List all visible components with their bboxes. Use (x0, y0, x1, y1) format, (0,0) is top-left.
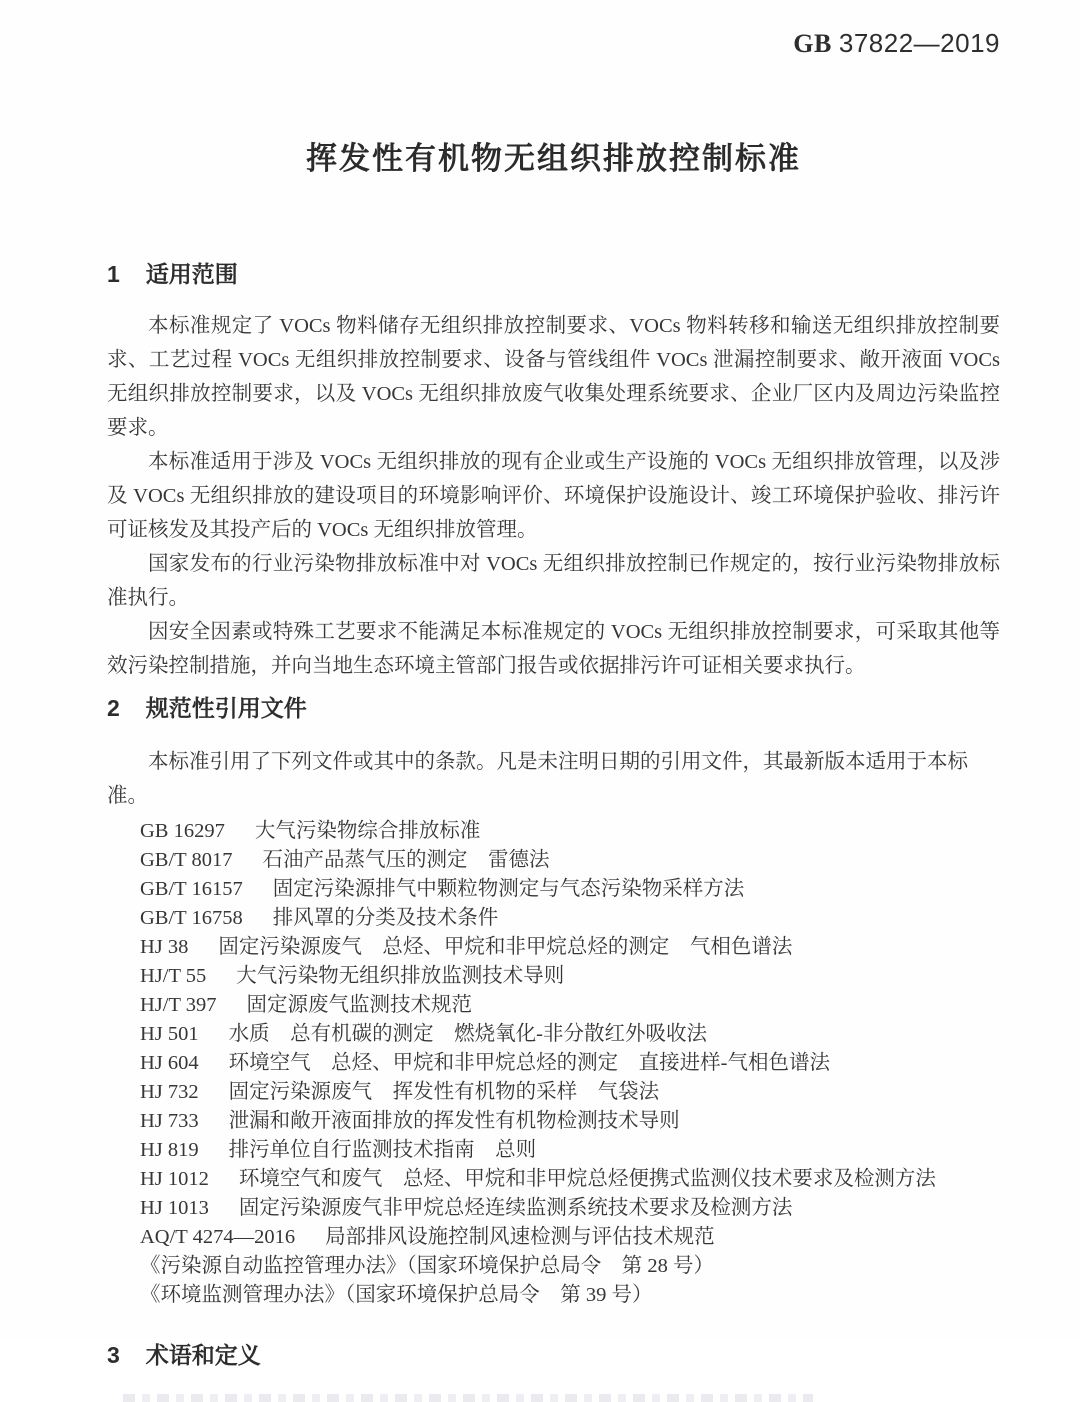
reference-title: 排风罩的分类及技术条件 (272, 907, 499, 929)
reference-title: 《环境监测管理办法》（国家环境保护总局令 第 39 号） (140, 1284, 653, 1306)
reference-title: 《污染源自动监控管理办法》（国家环境保护总局令 第 28 号） (140, 1255, 714, 1277)
reference-code: HJ 1012 (140, 1168, 209, 1190)
standard-code (107, 28, 1000, 59)
reference-code: HJ/T 55 (140, 965, 207, 987)
reference-title: 水质 总有机碳的测定 燃烧氧化-非分散红外吸收法 (228, 1023, 707, 1045)
section-heading-references (107, 693, 1000, 723)
reference-title: 固定污染源废气 挥发性有机物的采样 气袋法 (228, 1081, 660, 1103)
section-heading-scope (107, 259, 1000, 289)
reference-code: HJ 38 (140, 936, 189, 958)
reference-item (140, 1165, 1000, 1194)
reference-item (140, 933, 1000, 962)
reference-title: 环境空气 总烃、甲烷和非甲烷总烃的测定 直接进样-气相色谱法 (228, 1052, 830, 1074)
reference-item (140, 1281, 1000, 1310)
document-title: 挥发性有机物无组织排放控制标准 (306, 141, 801, 176)
reference-item (140, 904, 1000, 933)
reference-code: GB/T 16758 (140, 907, 243, 929)
reference-item (140, 1136, 1000, 1165)
reference-code: GB 16297 (140, 820, 225, 842)
section-number: 3 (107, 1342, 120, 1368)
reference-code: AQ/T 4274—2016 (140, 1226, 296, 1248)
reference-code: GB/T 8017 (140, 849, 233, 871)
reference-title: 大气污染物综合排放标准 (254, 820, 481, 842)
reference-item (140, 846, 1000, 875)
reference-item (140, 1020, 1000, 1049)
reference-title: 局部排风设施控制风速检测与评估技术规范 (325, 1226, 715, 1248)
page-content (107, 0, 1000, 1402)
reference-code: HJ 733 (140, 1110, 199, 1132)
reference-code: HJ 1013 (140, 1197, 209, 1219)
scope-paragraph: 本标准规定了 VOCs 物料储存无组织排放控制要求、VOCs 物料转移和输送无组织排放控制要求、工艺过程 VOCs 无组织排放控制要求、设备与管线组件 VOCs 泄漏控制要求、敞开液面 VOCs 无组织排放控制要求，以及 VOCs 无组织排放废气收集处理系统要求、企业厂区内及周边污染监控要求。 (107, 315, 1000, 439)
references-intro: 本标准引用了下列文件或其中的条款。凡是未注明日期的引用文件，其最新版本适用于本标准。 (107, 751, 968, 807)
reference-title: 固定源废气监测技术规范 (246, 994, 473, 1016)
reference-title: 环境空气和废气 总烃、甲烷和非甲烷总烃便携式监测仪技术要求及检测方法 (238, 1168, 936, 1190)
reference-code: GB/T 16157 (140, 878, 243, 900)
reference-item (140, 817, 1000, 846)
section-heading-terms (107, 1340, 1000, 1370)
reference-title: 石油产品蒸气压的测定 雷德法 (262, 849, 550, 871)
reference-item (140, 875, 1000, 904)
reference-code: HJ/T 397 (140, 994, 217, 1016)
reference-title: 固定污染源废气 总烃、甲烷和非甲烷总烃的测定 气相色谱法 (218, 936, 793, 958)
reference-title: 泄漏和敞开液面排放的挥发性有机物检测技术导则 (228, 1110, 680, 1132)
reference-item (140, 962, 1000, 991)
reference-item (140, 1194, 1000, 1223)
references-list (140, 817, 1000, 1310)
reference-code: HJ 732 (140, 1081, 199, 1103)
reference-title: 大气污染物无组织排放监测技术导则 (236, 965, 565, 987)
reference-code: HJ 819 (140, 1139, 199, 1161)
truncated-text-line (123, 1394, 813, 1402)
reference-item (140, 991, 1000, 1020)
section-title: 术语和定义 (145, 1342, 261, 1368)
section-number: 1 (107, 261, 120, 287)
reference-title: 固定污染源废气非甲烷总烃连续监测系统技术要求及检测方法 (238, 1197, 793, 1219)
reference-item (140, 1107, 1000, 1136)
scope-paragraph: 国家发布的行业污染物排放标准中对 VOCs 无组织排放控制已作规定的，按行业污染物排放标准执行。 (107, 553, 1000, 609)
scope-paragraphs (107, 309, 1000, 683)
reference-code: HJ 501 (140, 1023, 199, 1045)
section-title: 规范性引用文件 (145, 695, 307, 721)
scope-paragraph: 本标准适用于涉及 VOCs 无组织排放的现有企业或生产设施的 VOCs 无组织排放管理，以及涉及 VOCs 无组织排放的建设项目的环境影响评价、环境保护设施设计、竣工环境保护验收、排污许可证核发及其投产后的 VOCs 无组织排放管理。 (107, 451, 1000, 541)
reference-item (140, 1252, 1000, 1281)
standard-code-prefix: GB (793, 29, 832, 58)
reference-title: 排污单位自行监测技术指南 总则 (228, 1139, 537, 1161)
reference-item (140, 1078, 1000, 1107)
reference-item (140, 1049, 1000, 1078)
section-number: 2 (107, 695, 120, 721)
scope-paragraph: 因安全因素或特殊工艺要求不能满足本标准规定的 VOCs 无组织排放控制要求，可采取其他等效污染控制措施，并向当地生态环境主管部门报告或依据排污许可证相关要求执行。 (107, 621, 1000, 677)
reference-code: HJ 604 (140, 1052, 199, 1074)
standard-code-number: 37822—2019 (838, 28, 1000, 58)
reference-item (140, 1223, 1000, 1252)
section-title: 适用范围 (145, 261, 238, 287)
reference-title: 固定污染源排气中颗粒物测定与气态污染物采样方法 (272, 878, 745, 900)
